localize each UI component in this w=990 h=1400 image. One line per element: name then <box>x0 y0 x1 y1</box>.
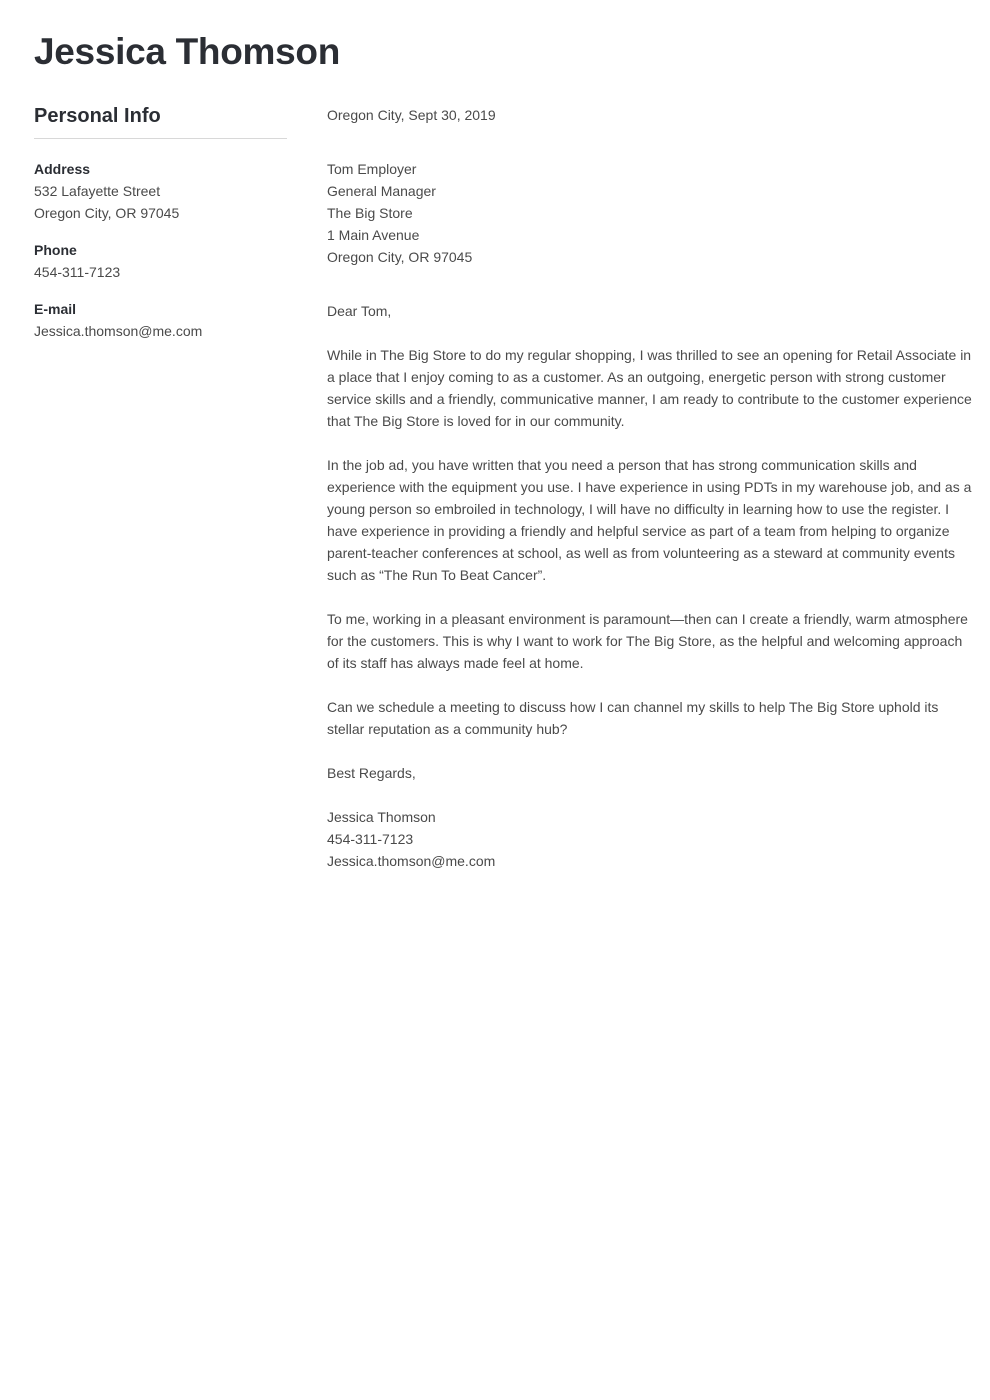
personal-info-sidebar <box>34 104 307 357</box>
sidebar-divider <box>34 138 287 139</box>
letter-date: Oregon City, Sept 30, 2019 <box>327 107 496 123</box>
info-value-address-line2: Oregon City, OR 97045 <box>34 205 180 221</box>
letter-body <box>307 104 975 872</box>
info-label-address: Address <box>34 161 91 177</box>
recipient-title: General Manager <box>327 183 436 199</box>
page-title: Jessica Thomson <box>34 31 341 72</box>
info-label-phone: Phone <box>34 242 77 258</box>
info-label-email: E-mail <box>34 301 77 317</box>
salutation: Dear Tom, <box>327 303 392 319</box>
signature-email: Jessica.thomson@me.com <box>327 853 496 869</box>
sidebar-title: Personal Info <box>34 105 161 127</box>
signature-block <box>327 806 975 872</box>
letter-paragraph-1: While in The Big Store to do my regular shopping, I was thrilled to see an opening for Retail Associate in a place that I enjoy coming to as a customer. As an outgoing, energetic person with strong customer service skills and a friendly, communicative manner, I am ready to contribute to the customer experience that The Big Store is loved for in our community. <box>327 347 972 429</box>
content-columns <box>0 74 990 872</box>
letter-paragraph-3: To me, working in a pleasant environment is paramount—then can I create a friendly, warm atmosphere for the customers. This is why I want to work for The Big Store, as the helpful and welcoming approach of its staff has always made feel at home. <box>327 611 968 671</box>
letter-paragraph-2: In the job ad, you have written that you need a person that has strong communication skills and experience with the equipment you use. I have experience in using PDTs in my warehouse job, and as a young person so embroiled in technology, I will have no difficulty in learning how to use the register. I have experience in providing a friendly and helpful service as part of a team from helping to organize parent-teacher conferences at school, as well as from volunteering as a steward at community events such as “The Run To Beat Cancer”. <box>327 457 972 583</box>
info-value-address-line1: 532 Lafayette Street <box>34 183 161 199</box>
recipient-address <box>327 158 975 268</box>
recipient-name: Tom Employer <box>327 161 417 177</box>
info-block-address <box>34 158 287 224</box>
signature-phone: 454-311-7123 <box>327 831 414 847</box>
recipient-city: Oregon City, OR 97045 <box>327 249 473 265</box>
info-value-email: Jessica.thomson@me.com <box>34 323 203 339</box>
info-value-phone: 454-311-7123 <box>34 264 121 280</box>
recipient-company: The Big Store <box>327 205 413 221</box>
info-block-phone <box>34 239 287 283</box>
recipient-street: 1 Main Avenue <box>327 227 420 243</box>
signature-name: Jessica Thomson <box>327 809 436 825</box>
info-block-email <box>34 298 287 342</box>
document-header <box>0 0 990 74</box>
letter-paragraph-4: Can we schedule a meeting to discuss how I can channel my skills to help The Big Store uphold its stellar reputation as a community hub? <box>327 699 939 737</box>
signoff: Best Regards, <box>327 765 416 781</box>
